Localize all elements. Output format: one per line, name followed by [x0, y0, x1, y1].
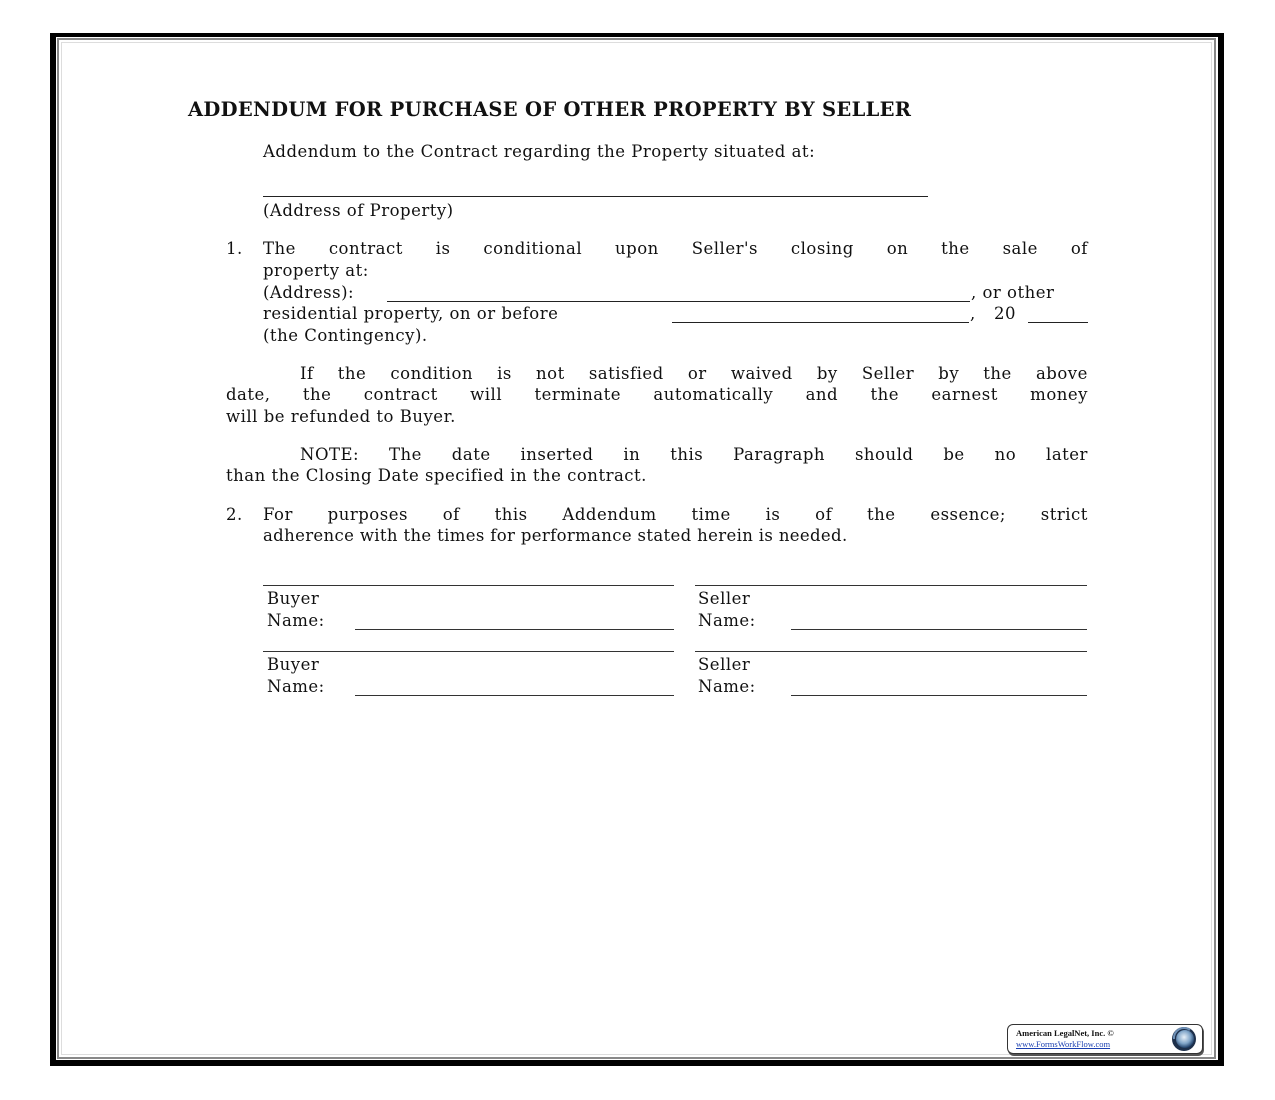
word: Addendum [562, 505, 657, 524]
word: NOTE: [300, 445, 360, 464]
word: by [816, 364, 838, 383]
year-field[interactable] [1028, 322, 1088, 323]
word: For [263, 505, 293, 524]
word: should [854, 445, 914, 464]
condition-line1 [300, 364, 1088, 383]
word: Seller [861, 364, 915, 383]
buyer2-signature-line[interactable] [263, 651, 674, 652]
word: conditional [483, 239, 583, 258]
word: satisfied [588, 364, 664, 383]
word: the [870, 385, 899, 404]
word: condition [390, 364, 474, 383]
word: If [300, 364, 314, 383]
word: sale [1002, 239, 1038, 258]
item1-line1 [263, 239, 1088, 258]
word: Paragraph [733, 445, 826, 464]
buyer1-signature-line[interactable] [263, 585, 674, 586]
intro-text: Addendum to the Contract regarding the Property situated at: [263, 142, 816, 161]
closing-date-field[interactable] [672, 322, 969, 323]
word: is [497, 364, 512, 383]
word: of [442, 505, 460, 524]
word: contract [363, 385, 438, 404]
word: date [451, 445, 491, 464]
date-comma: , [970, 304, 976, 323]
word: of [815, 505, 833, 524]
globe-logo-icon [1170, 1026, 1198, 1052]
note-line2: than the Closing Date specified in the contract. [226, 466, 647, 485]
word: is [435, 239, 451, 258]
word: of [1070, 239, 1088, 258]
buyer1-role: Buyer [267, 589, 320, 608]
word: or [687, 364, 707, 383]
word: by [938, 364, 960, 383]
word: later [1046, 445, 1088, 464]
word: essence; [930, 505, 1006, 524]
item1-number: 1. [226, 239, 243, 258]
seller1-name-label: Name: [698, 611, 756, 630]
item1-line5: (the Contingency). [263, 326, 428, 345]
word: this [670, 445, 704, 464]
word: above [1035, 364, 1088, 383]
seller2-role: Seller [698, 655, 751, 674]
word: The [263, 239, 296, 258]
buyer1-name-label: Name: [267, 611, 325, 630]
item2-line2: adherence with the times for performance stated herein is needed. [263, 526, 848, 545]
word: waived [730, 364, 793, 383]
word: in [623, 445, 641, 464]
badge-url-link[interactable]: www.FormsWorkFlow.com [1016, 1039, 1111, 1049]
address-suffix: , or other [971, 283, 1055, 302]
item2-line1 [263, 505, 1088, 524]
word: the [337, 364, 367, 383]
buyer2-name-field[interactable] [355, 695, 674, 696]
word: be [943, 445, 965, 464]
word: inserted [520, 445, 594, 464]
word: money [1030, 385, 1088, 404]
word: the [867, 505, 896, 524]
seller2-signature-line[interactable] [695, 651, 1087, 652]
item2-number: 2. [226, 505, 243, 524]
word: automatically [653, 385, 774, 404]
buyer1-name-field[interactable] [355, 629, 674, 630]
seller1-name-field[interactable] [791, 629, 1087, 630]
word: date, [226, 385, 271, 404]
word: this [494, 505, 528, 524]
seller2-name-label: Name: [698, 677, 756, 696]
before-date-prefix: residential property, on or before [263, 304, 559, 323]
word: The [388, 445, 422, 464]
word: will [470, 385, 503, 404]
word: closing [790, 239, 854, 258]
note-line1 [300, 445, 1088, 464]
word: purposes [327, 505, 408, 524]
word: and [805, 385, 839, 404]
address-label: (Address): [263, 283, 355, 302]
legalnet-badge [1007, 1024, 1203, 1054]
badge-company: American LegalNet, Inc. © [1016, 1028, 1114, 1038]
word: not [536, 364, 565, 383]
word: is [765, 505, 781, 524]
seller2-name-field[interactable] [791, 695, 1087, 696]
word: no [994, 445, 1017, 464]
word: the [302, 385, 332, 404]
word: earnest [931, 385, 998, 404]
word: terminate [534, 385, 622, 404]
word: upon [615, 239, 659, 258]
word: the [941, 239, 970, 258]
item1-line2: property at: [263, 261, 369, 280]
word: the [983, 364, 1012, 383]
buyer2-role: Buyer [267, 655, 320, 674]
year-prefix: 20 [994, 304, 1016, 323]
buyer2-name-label: Name: [267, 677, 325, 696]
word: contract [328, 239, 403, 258]
condition-line3: will be refunded to Buyer. [226, 407, 456, 426]
sale-address-field[interactable] [387, 301, 970, 302]
word: on [886, 239, 909, 258]
condition-line2 [226, 385, 1088, 404]
seller1-role: Seller [698, 589, 751, 608]
seller1-signature-line[interactable] [695, 585, 1087, 586]
word: time [691, 505, 731, 524]
word: Seller's [691, 239, 758, 258]
page-border-inner-light [61, 42, 1212, 1055]
document-title: ADDENDUM FOR PURCHASE OF OTHER PROPERTY BY SELLER [188, 98, 912, 121]
word: strict [1040, 505, 1088, 524]
address-caption: (Address of Property) [263, 201, 454, 220]
property-address-field[interactable] [263, 196, 928, 197]
